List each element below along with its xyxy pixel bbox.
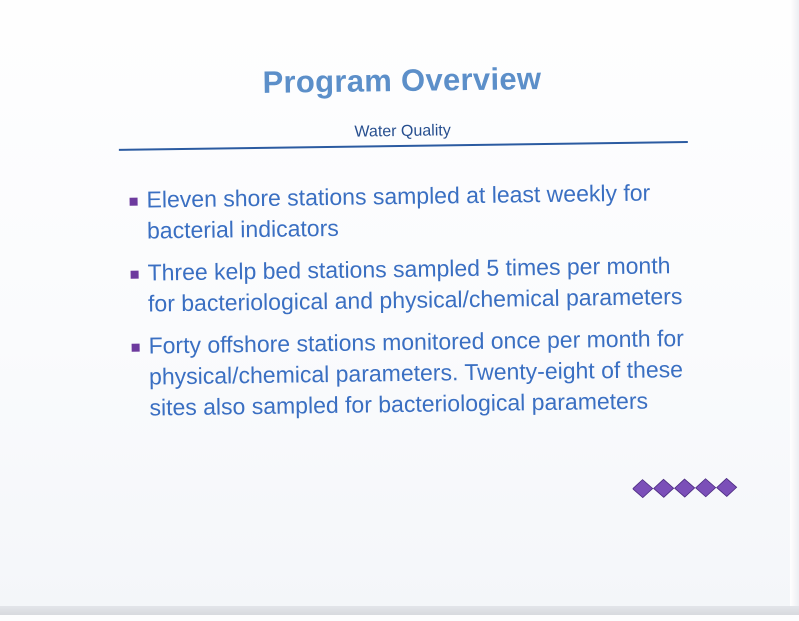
- bullet-text: Three kelp bed stations sampled 5 times per month for bacteriological and physical/chemical parameters: [147, 252, 683, 317]
- bullet-item: [126, 177, 687, 247]
- bullet-text: Forty offshore stations monitored once per month for physical/chemical parameters. Twenty-eight of these sites also sampled for bacteriological parameters: [148, 325, 684, 421]
- bullet-list: [126, 177, 689, 435]
- diamond-decoration: [633, 477, 743, 499]
- purple-diamond-icon: [675, 479, 695, 497]
- square-bullet-icon: [131, 271, 139, 279]
- square-bullet-icon: [130, 198, 138, 206]
- bullet-text: Eleven shore stations sampled at least weekly for bacterial indicators: [146, 179, 651, 244]
- page-bottom-edge: [0, 606, 799, 615]
- purple-diamond-icon: [633, 479, 653, 497]
- purple-diamond-icon: [696, 479, 716, 497]
- slide-title: Program Overview: [262, 61, 542, 100]
- purple-diamond-icon: [654, 479, 674, 497]
- bullet-item: [128, 323, 689, 424]
- slide-subtitle: Water Quality: [354, 122, 451, 141]
- square-bullet-icon: [132, 344, 140, 352]
- bullet-item: [127, 250, 688, 320]
- purple-diamond-icon: [717, 478, 737, 496]
- page-edge-shadow: [790, 0, 799, 615]
